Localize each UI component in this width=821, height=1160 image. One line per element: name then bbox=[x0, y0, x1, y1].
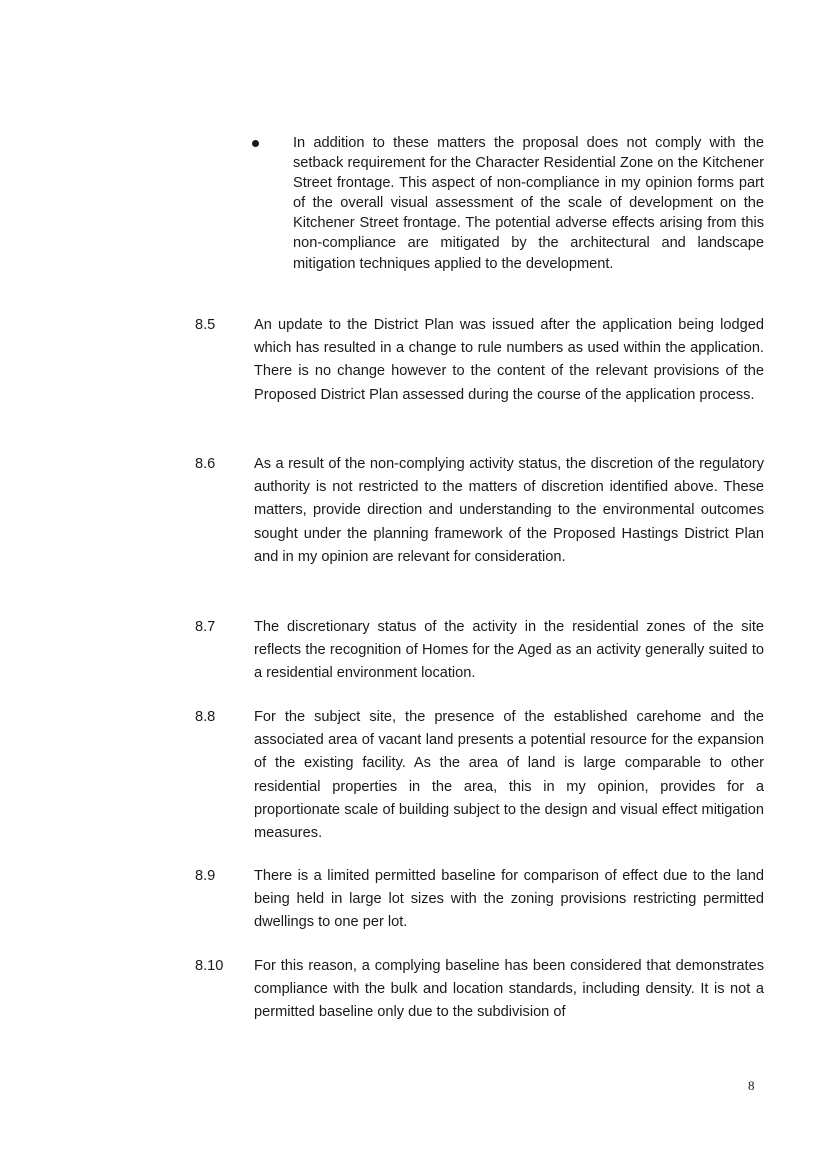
paragraph-number: 8.7 bbox=[195, 619, 216, 635]
page-number: 8 bbox=[748, 1078, 755, 1093]
paragraph-text: For the subject site, the presence of the established carehome and the associated area of vacant land presents a potential resource for the expansion of the existing facility. As the area of land is large comparable to other residential properties in the area, this in my opinion, provides for a proportionate scale of building subject to the design and visual effect mitigation measures. bbox=[254, 709, 764, 842]
paragraph-8-9 bbox=[195, 865, 764, 935]
bullet-text: In addition to these matters the proposal does not comply with the setback requirement for the Character Residential Zone on the Kitchener Street frontage. This aspect of non-compliance in my opinion forms part of the overall visual assessment of the scale of development on the Kitchener Street frontage. The potential adverse effects arising from this non-compliance are mitigated by the architectural and landscape mitigation techniques applied to the development. bbox=[293, 135, 764, 272]
paragraph-text: There is a limited permitted baseline for comparison of effect due to the land being held in large lot sizes with the zoning provisions restricting permitted dwellings to one per lot. bbox=[254, 868, 764, 931]
paragraph-text: As a result of the non-complying activity status, the discretion of the regulatory authority is not restricted to the matters of discretion identified above. These matters, provide direction and understanding to the environmental outcomes sought under the planning framework of the Proposed Hastings District Plan and in my opinion are relevant for consideration. bbox=[254, 456, 764, 565]
paragraph-8-8 bbox=[195, 706, 764, 845]
paragraph-number: 8.9 bbox=[195, 868, 216, 884]
paragraph-8-5 bbox=[195, 314, 764, 407]
paragraph-text: The discretionary status of the activity in the residential zones of the site reflects the recognition of Homes for the Aged as an activity generally suited to a residential environment location. bbox=[254, 619, 764, 682]
paragraph-number: 8.8 bbox=[195, 709, 216, 725]
bullet-icon bbox=[252, 140, 259, 147]
paragraph-number: 8.6 bbox=[195, 456, 216, 472]
paragraph-number: 8.5 bbox=[195, 317, 216, 333]
paragraph-text: For this reason, a complying baseline has been considered that demonstrates compliance with the bulk and location standards, including density. It is not a permitted baseline only due to the subdivision of bbox=[254, 958, 764, 1021]
bullet-item bbox=[252, 133, 764, 274]
paragraph-number: 8.10 bbox=[195, 958, 224, 974]
paragraph-8-6 bbox=[195, 453, 764, 569]
paragraph-text: An update to the District Plan was issued after the application being lodged which has resulted in a change to rule numbers as used within the application. There is no change however to the content of the relevant provisions of the Proposed District Plan assessed during the course of the application process. bbox=[254, 317, 764, 403]
paragraph-8-10 bbox=[195, 955, 764, 1025]
paragraph-8-7 bbox=[195, 616, 764, 686]
